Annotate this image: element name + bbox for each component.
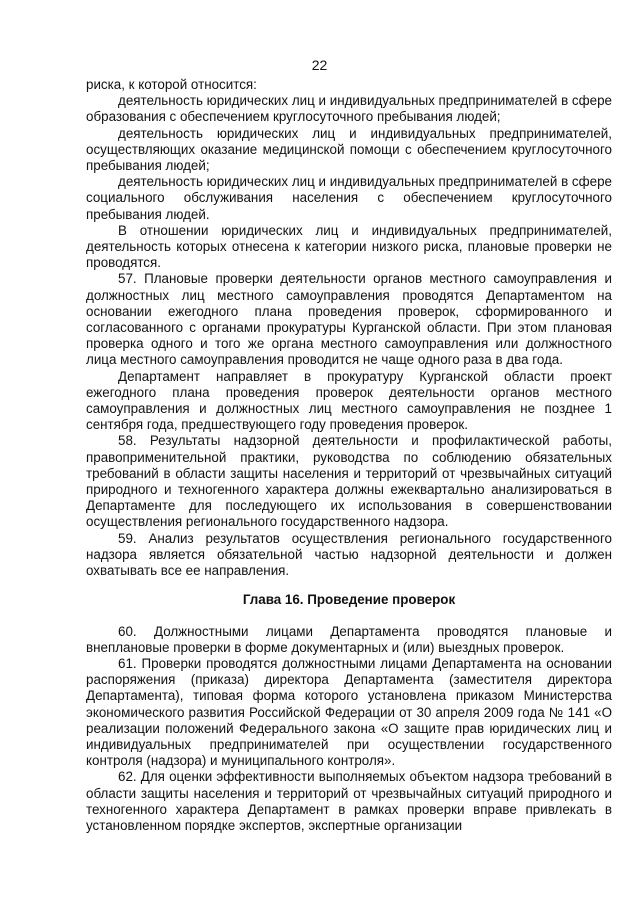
paragraph: деятельность юридических лиц и индивидуальных предпринимателей, осуществляющих оказание медицинской помощи с обеспечением круглосуточного пребывания людей;: [86, 125, 612, 174]
paragraph: деятельность юридических лиц и индивидуальных предпринимателей в сфере образования с обеспечением круглосуточного пребывания людей;: [86, 93, 612, 125]
page-number: 22: [311, 57, 328, 73]
chapter-heading: Глава 16. Проведение проверок: [242, 592, 456, 608]
paragraph: 62. Для оценки эффективности выполняемых объектом надзора требований в области защиты населения и территорий от чрезвычайных ситуаций природного и техногенного характера Департамент в рамках проверки вправе привлекать в установленном порядке экспертов, экспертные организации: [86, 769, 612, 833]
paragraph: 61. Проверки проводятся должностными лицами Департамента на основании распоряжения (приказа) директора Департамента (заместителя директора Департамента), типовая форма которого установлена приказом Министерства экономического развития Российской Федерации от 30 апреля 2009 года № 141 «О реализации положений Федерального закона «О защите прав юридических лиц и индивидуальных предпринимателей при осуществлении государственного контроля (надзора) и муниципального контроля».: [86, 655, 612, 769]
paragraph: 57. Плановые проверки деятельности органов местного самоуправления и должностных лиц местного самоуправления проводятся Департаментом на основании ежегодного плана проведения проверок, сформированного и согласованного с органами прокуратуры Курганской области. При этом плановая проверка одного и того же органа местного самоуправления или должностного лица местного самоуправления проводится не чаще одного раза в два года.: [86, 271, 612, 368]
paragraph: Департамент направляет в прокуратуру Курганской области проект ежегодного плана проведения проверок деятельности органов местного самоуправления и должностных лиц местного самоуправления не позднее 1 сентября года, предшествующего году проведения проверок.: [86, 368, 612, 433]
paragraph: 58. Результаты надзорной деятельности и профилактической работы, правоприменительной практики, руководства по соблюдению обязательных требований в области защиты населения и территорий от чрезвычайных ситуаций природного и техногенного характера должны ежеквартально анализироваться в Департаменте для последующего их использования в совершенствовании осуществления регионального государственного надзора.: [86, 433, 612, 530]
paragraph: риска, к которой относится:: [86, 77, 257, 92]
paragraph: 59. Анализ результатов осуществления регионального государственного надзора является обязательной частью надзорной деятельности и должен охватывать все ее направления.: [86, 530, 612, 579]
document-body: [86, 77, 612, 834]
paragraph: В отношении юридических лиц и индивидуальных предпринимателей, деятельность которых отнесена к категории низкого риска, плановые проверки не проводятся.: [86, 222, 612, 271]
paragraph: 60. Должностными лицами Департамента проводятся плановые и внеплановые проверки в форме документарных и (или) выездных проверок.: [86, 623, 612, 655]
paragraph: деятельность юридических лиц и индивидуальных предпринимателей в сфере социального обслуживания населения с обеспечением круглосуточного пребывания людей.: [86, 174, 612, 222]
